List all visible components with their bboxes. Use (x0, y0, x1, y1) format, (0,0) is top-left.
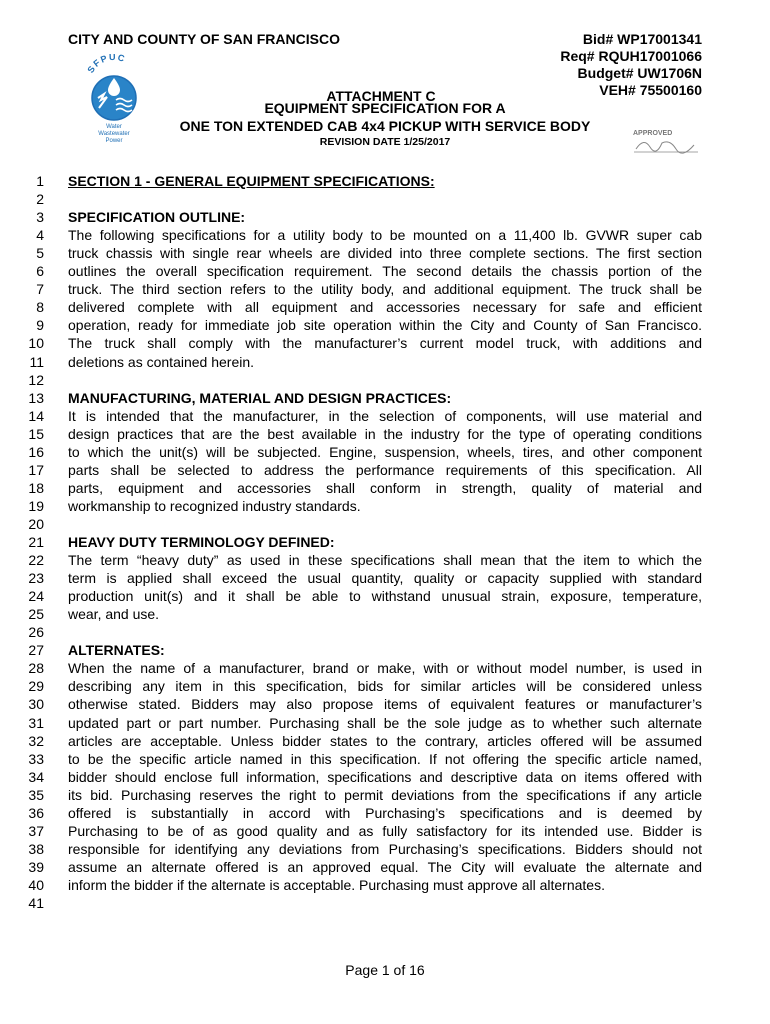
line-number: 4 (36, 227, 44, 243)
body-text-line: The truck shall comply with the manufacturer’s current model truck, with additions and (68, 335, 702, 351)
body-text-line: truck chassis with single rear wheels are divided into three complete sections. The first section (68, 245, 702, 261)
body-text-line: parts, equipment and accessories shall conform in strength, quality of material and (68, 480, 702, 496)
body-text-line: term is applied shall exceed the usual quantity, quality or capacity supplied with standard (68, 570, 702, 586)
body-text-line: articles are acceptable. Unless bidder states to the contrary, articles offered will be assumed (68, 733, 702, 749)
logo-line-wastewater: Wastewater (98, 131, 130, 137)
line-number: 14 (28, 408, 44, 424)
line-number: 9 (36, 317, 44, 333)
body-text-line: describing any item in this specification, bids for similar articles will be considered unless (68, 678, 702, 694)
body-text-line: to be the specific article named in this specification. If not offering the specific article named, (68, 751, 702, 767)
budget-number: Budget# UW1706N (577, 65, 702, 81)
line-number: 35 (28, 787, 44, 803)
line-number: 38 (28, 841, 44, 857)
body-text-line: deletions as contained herein. (68, 354, 255, 370)
line-number: 29 (28, 678, 44, 694)
body-text-line: its bid. Purchasing reserves the right to permit deviations from the specifications if any article (68, 787, 702, 803)
line-number: 1 (36, 173, 44, 189)
svg-text:SFPUC (85, 54, 127, 75)
page-number: Page 1 of 16 (345, 962, 425, 978)
body-text-line: It is intended that the manufacturer, in the selection of components, will use material and (68, 408, 702, 424)
line-number: 26 (28, 624, 44, 640)
body-text-line: production unit(s) and it shall be able to withstand unusual strain, exposure, temperature, (68, 588, 702, 604)
body-text-line: wear, and use. (68, 606, 160, 622)
line-number: 16 (28, 444, 44, 460)
org-name: CITY AND COUNTY OF SAN FRANCISCO (68, 31, 340, 47)
veh-number: VEH# 75500160 (599, 82, 702, 98)
line-number: 8 (36, 299, 44, 315)
line-number: 20 (28, 516, 44, 532)
line-number: 15 (28, 426, 44, 442)
line-number: 28 (28, 660, 44, 676)
line-number: 30 (28, 696, 44, 712)
body-text-line: responsible for identifying any deviations from Purchasing’s specifications. Bidders should not (68, 841, 702, 857)
line-number: 11 (29, 354, 44, 370)
line-number: 19 (28, 498, 44, 514)
body-text-line: truck. The third section refers to the utility body, and additional equipment. The truck shall be (68, 281, 702, 297)
line-number: 23 (28, 570, 44, 586)
logo-arc-text: SFPUC (85, 54, 128, 75)
body-text-line: offered is substantially in accord with Purchasing’s specifications and is deemed by (68, 805, 702, 821)
body-text-line: delivered complete with all equipment and accessories necessary for safe and efficient (68, 299, 702, 315)
body-text-line: otherwise stated. Bidders may also propose items of equivalent features or manufacturer’s (68, 696, 702, 712)
section-heading: HEAVY DUTY TERMINOLOGY DEFINED: (68, 534, 335, 550)
line-number: 7 (36, 281, 44, 297)
logo-line-power: Power (105, 138, 123, 144)
body-text-line: When the name of a manufacturer, brand or make, with or without model number, is used in (68, 660, 702, 676)
line-number: 33 (28, 751, 44, 767)
body-text-line: updated part or part number. Purchasing shall be the sole judge as to whether such alternate (68, 715, 702, 731)
line-number: 25 (28, 606, 44, 622)
body-text-line: to which the unit(s) will be subjected. Engine, suspension, wheels, tires, and other component (68, 444, 702, 460)
body-text-line: Purchasing to be of as good quality and as fully satisfactory for its intended use. Bidder is (68, 823, 702, 839)
line-number: 2 (36, 191, 44, 207)
line-number: 22 (28, 552, 44, 568)
body-text-line: The following specifications for a utility body to be mounted on a 11,400 lb. GVWR super cab (68, 227, 702, 243)
attachment-label: ATTACHMENT C (326, 88, 436, 104)
logo-line-water: Water (106, 124, 122, 130)
line-number: 6 (36, 263, 44, 279)
body-text-line: outlines the overall specification requirement. The second details the chassis portion of the (68, 263, 702, 279)
body-text-line: The term “heavy duty” as used in these specifications shall mean that the item to which the (68, 552, 702, 568)
line-number: 39 (28, 859, 44, 875)
req-number: Req# RQUH17001066 (560, 48, 702, 64)
body-text-line: bidder should enclose full information, specifications and descriptive data on items offered with (68, 769, 702, 785)
line-number: 21 (28, 534, 44, 550)
title-line-1: EQUIPMENT SPECIFICATION FOR A (264, 100, 506, 116)
section-heading: MANUFACTURING, MATERIAL AND DESIGN PRACTICES: (68, 390, 452, 406)
body-text-line: operation, ready for immediate job site operation within the City and County of San Francisco. (68, 317, 702, 333)
body-text-line: workmanship to recognized industry standards. (68, 498, 361, 514)
title-line-2: ONE TON EXTENDED CAB 4x4 PICKUP WITH SERVICE BODY (179, 118, 591, 134)
section-heading: SECTION 1 - GENERAL EQUIPMENT SPECIFICATIONS: (68, 173, 435, 189)
line-number: 32 (28, 733, 44, 749)
line-number: 40 (28, 877, 44, 893)
line-number: 13 (28, 390, 44, 406)
body-text-line: inform the bidder if the alternate is acceptable. Purchasing must approve all alternates. (68, 877, 605, 893)
section-heading: SPECIFICATION OUTLINE: (68, 209, 246, 225)
line-number: 37 (28, 823, 44, 839)
body-text-line: parts shall be selected to address the performance requirements of this specification. All (68, 462, 702, 478)
line-number: 24 (28, 588, 44, 604)
line-number: 5 (36, 245, 44, 261)
line-number: 17 (28, 462, 44, 478)
line-number: 3 (36, 209, 44, 225)
line-number: 10 (28, 335, 44, 351)
line-number: 34 (28, 769, 44, 785)
approval-stamp (632, 127, 702, 159)
body-text-line: assume an alternate offered is an approved equal. The City will evaluate the alternate and (68, 859, 702, 875)
body-text-line: design practices that are the best available in the industry for the type of operating conditions (68, 426, 702, 442)
line-number: 36 (28, 805, 44, 821)
revision-date: REVISION DATE 1/25/2017 (319, 136, 451, 148)
line-number: 27 (28, 642, 44, 658)
section-heading: ALTERNATES: (68, 642, 165, 658)
bid-number: Bid# WP17001341 (582, 31, 702, 47)
line-number: 18 (28, 480, 44, 496)
line-number: 31 (28, 715, 44, 731)
line-number: 12 (28, 372, 44, 388)
line-number: 41 (28, 895, 44, 911)
stamp-label: APPROVED (633, 130, 673, 137)
